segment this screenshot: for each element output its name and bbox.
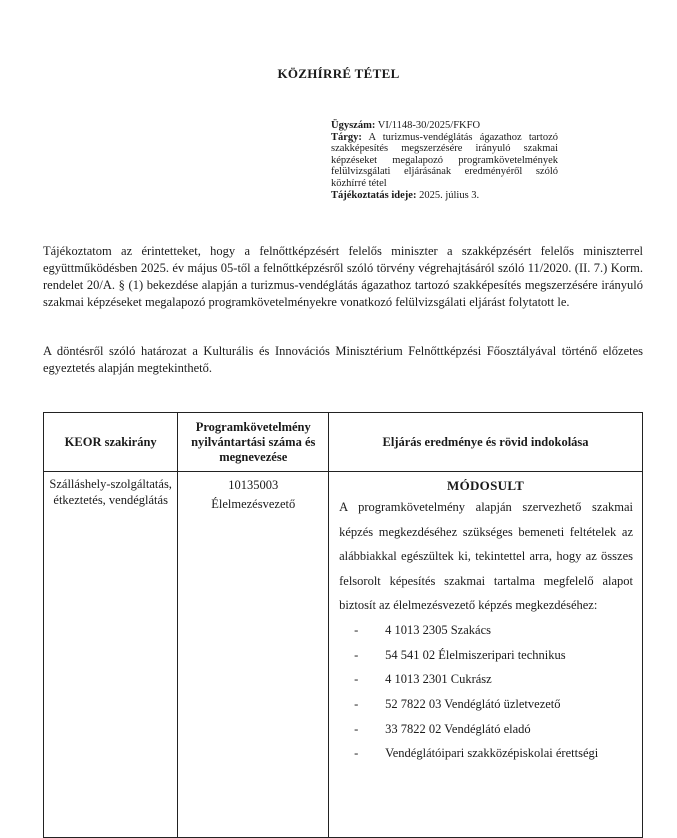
notice-date: Tájékoztatás ideje: 2025. július 3. [331,189,480,201]
subject: Tárgy: A turizmus-vendéglátás ágazathoz tartozó szakképesítés megszerzésére irányuló szakmai képzéseket megalapozó programkövetelmények felülvizsgálati eljárásának eredményéről szóló közhírré tétel [331,131,558,189]
program-cell [178,472,329,838]
list-item: - 4 1013 2301 Cukrász [354,672,492,687]
table-header-row [44,413,643,472]
case-number: Ügyszám: VI/1148-30/2025/FKFO [331,120,481,131]
qualification-list [330,618,641,766]
list-item: - 54 541 02 Élelmiszeripari technikus [354,647,566,662]
column-header-program: Programkövetelmény nyilvántartási száma és megnevezése [178,413,329,472]
result-table [43,412,643,838]
keor-cell: Szálláshely-szolgáltatás, étkeztetés, vendéglátás [44,472,178,838]
case-metadata [331,120,558,201]
list-item: - 52 7822 03 Vendéglátó üzletvezető [354,697,561,712]
column-header-result: Eljárás eredménye és rövid indokolása [329,413,643,472]
document-title: KÖZHÍRRÉ TÉTEL [277,66,400,81]
result-explanation: A programkövetelmény alapján szervezhető szakmai képzés megkezdéséhez szükséges bemeneti feltételek az alábbiakkal egészültek ki, tekintettel arra, hogy az összes felsorolt képesítés szakmai tartalma megfelelő alapot biztosít az élelmezésvezető képzés megkezdéséhez: [339,500,633,613]
list-item: - 33 7822 02 Vendéglátó eladó [354,721,531,736]
decision-paragraph: A döntésről szóló határozat a Kulturális és Innovációs Minisztérium Felnőttképzési Főosztályával történő előzetes egyeztetés alapján megtekinthető. [43,344,643,375]
result-cell [329,472,643,838]
list-item: - 4 1013 2305 Szakács [354,622,491,637]
intro-paragraph: Tájékoztatom az érintetteket, hogy a felnőttképzésért felelős miniszter a szakképzésért felelős miniszterrel együttműködésben 2025. év május 05-től a felnőttképzésről szóló törvény végrehajtásáról szóló 11/2020. (II. 7.) Korm. rendelet 20/A. § (1) bekezdése alapján a turizmus-vendéglátás ágazathoz tartozó szakképesítés megszerzésére irányuló szakmai képzéseket megalapozó programkövetelményekre vonatkozó felülvizsgálati eljárást folytatott le. [43,244,643,309]
result-status: MÓDOSULT [447,478,525,493]
list-item: - Vendéglátóipari szakközépiskolai érettségi [354,746,599,761]
program-name: Élelmezésvezető [211,497,296,511]
table-row [44,472,643,838]
program-number: 10135003 [228,478,279,492]
column-header-keor: KEOR szakirány [44,413,178,472]
